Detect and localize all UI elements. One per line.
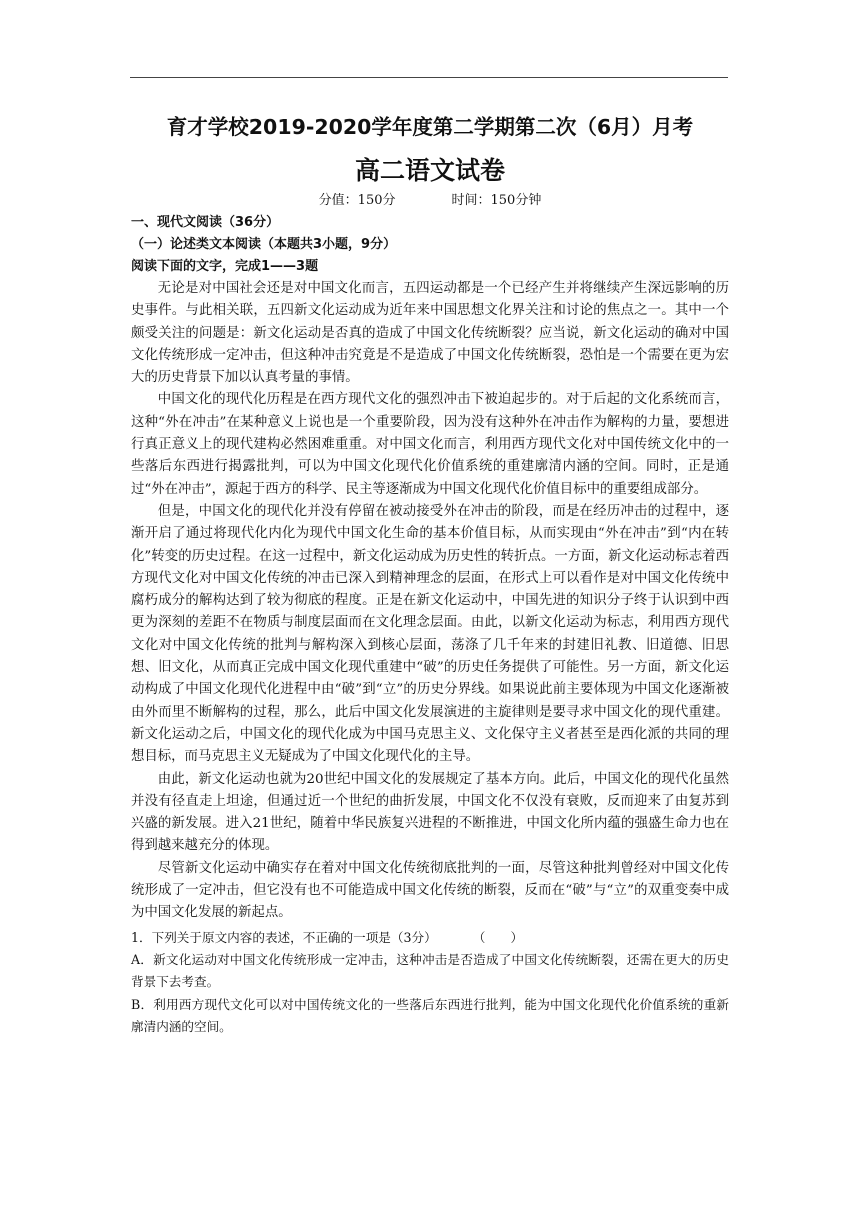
reading-instruction: 阅读下面的文字，完成1——3题: [131, 259, 319, 274]
passage-paragraph: 由此，新文化运动也就为20世纪中国文化的发展规定了基本方向。此后，中国文化的现代化虽然并没有径直走上坦途，但通过近一个世纪的曲折发展，中国文化不仅没有衰败，反而迎来了由复苏到兴盛的新发展。进入21世纪，随着中华民族复兴进程的不断推进，中国文化所内蕴的强盛生命力也在得到越来越充分的体现。: [131, 771, 729, 854]
passage-paragraph: 无论是对中国社会还是对中国文化而言，五四运动都是一个已经产生并将继续产生深远影响的历史事件。与此相关联，五四新文化运动成为近年来中国思想文化界关注和讨论的焦点之一。其中一个颇受关注的问题是：新文化运动是否真的造成了中国文化传统断裂？应当说，新文化运动的确对中国文化传统形成一定冲击，但这种冲击究竟是不是造成了中国文化传统断裂，恐怕是一个需要在更为宏大的历史背景下加以认真考量的事情。: [131, 281, 729, 386]
answer-bracket: （ ）: [472, 929, 524, 945]
exam-meta: [131, 190, 729, 212]
part1-heading: 一、现代文阅读（36分）: [131, 215, 280, 230]
score-label: 分值：150分: [318, 193, 396, 208]
option-b: B．利用西方现代文化可以对中国传统文化的一些落后东西进行批判，能为中国文化现代化价值系统的重新廓清内涵的空间。: [131, 996, 729, 1034]
option-a: A．新文化运动对中国文化传统形成一定冲击，这种冲击是否造成了中国文化传统断裂，还需在更大的历史背景下去考查。: [131, 951, 729, 990]
paper-title: 高二语文试卷: [354, 156, 505, 185]
passage-paragraph: 尽管新文化运动中确实存在着对中国文化传统彻底批判的一面，尽管这种批判曾经对中国文化传统形成了一定冲击，但它没有也不可能造成中国文化传统的断裂，反而在“破”与“立”的双重变奏中成为中国文化发展的新起点。: [131, 860, 729, 921]
question-stem-text: 1．下列关于原文内容的表述，不正确的一项是（3分）: [131, 929, 437, 945]
header-rule: [130, 77, 728, 78]
question-stem: [131, 927, 729, 949]
sub1-heading: （一）论述类文本阅读（本题共3小题，9分）: [131, 237, 397, 252]
school-title: 育才学校2019-2020学年度第二学期第二次（6月）月考: [166, 115, 694, 139]
time-label: 时间：150分钟: [451, 193, 542, 208]
passage: [131, 278, 729, 925]
page-content: [131, 112, 729, 1038]
question-1: [131, 927, 729, 1038]
passage-paragraph: 中国文化的现代化历程是在西方现代文化的强烈冲击下被迫起步的。对于后起的文化系统而言，这种“外在冲击”在某种意义上说也是一个重要阶段，因为没有这种外在冲击作为解构的力量，要想进行真正意义上的现代建构必然困难重重。对中国文化而言，利用西方现代文化对中国传统文化中的一些落后东西进行揭露批判，可以为中国文化现代化价值系统的重建廓清内涵的空间。同时，正是通过“外在冲击”，源起于西方的科学、民主等逐渐成为中国文化现代化价值目标中的重要组成部分。: [131, 392, 729, 497]
passage-paragraph: 但是，中国文化的现代化并没有停留在被动接受外在冲击的阶段，而是在经历冲击的过程中，逐渐开启了通过将现代化内化为现代中国文化生命的基本价值目标，从而实现由“外在冲击”到“内在转化”转变的历史过程。在这一过程中，新文化运动成为历史性的转折点。一方面，新文化运动标志着西方现代文化对中国文化传统的冲击已深入到精神理念的层面，在形式上可以看作是对中国文化传统中腐朽成分的解构达到了较为彻底的程度。正是在新文化运动中，中国先进的知识分子终于认识到中西更为深刻的差距不在物质与制度层面而在文化理念层面。由此，以新文化运动为标志，利用西方现代文化对中国文化传统的批判与解构深入到核心层面，荡涤了几千年来的封建旧礼教、旧道德、旧思想、旧文化，从而真正完成中国文化现代重建中“破”的历史任务提供了可能性。另一方面，新文化运动构成了中国文化现代化进程中由“破”到“立”的历史分界线。如果说此前主要体现为中国文化逐渐被由外而里不断解构的过程，那么，此后中国文化发展演进的主旋律则是要寻求中国文化的现代重建。新文化运动之后，中国文化的现代化成为中国马克思主义、文化保守主义者甚至是西化派的共同的理想目标，而马克思主义无疑成为了中国文化现代化的主导。: [131, 503, 729, 765]
